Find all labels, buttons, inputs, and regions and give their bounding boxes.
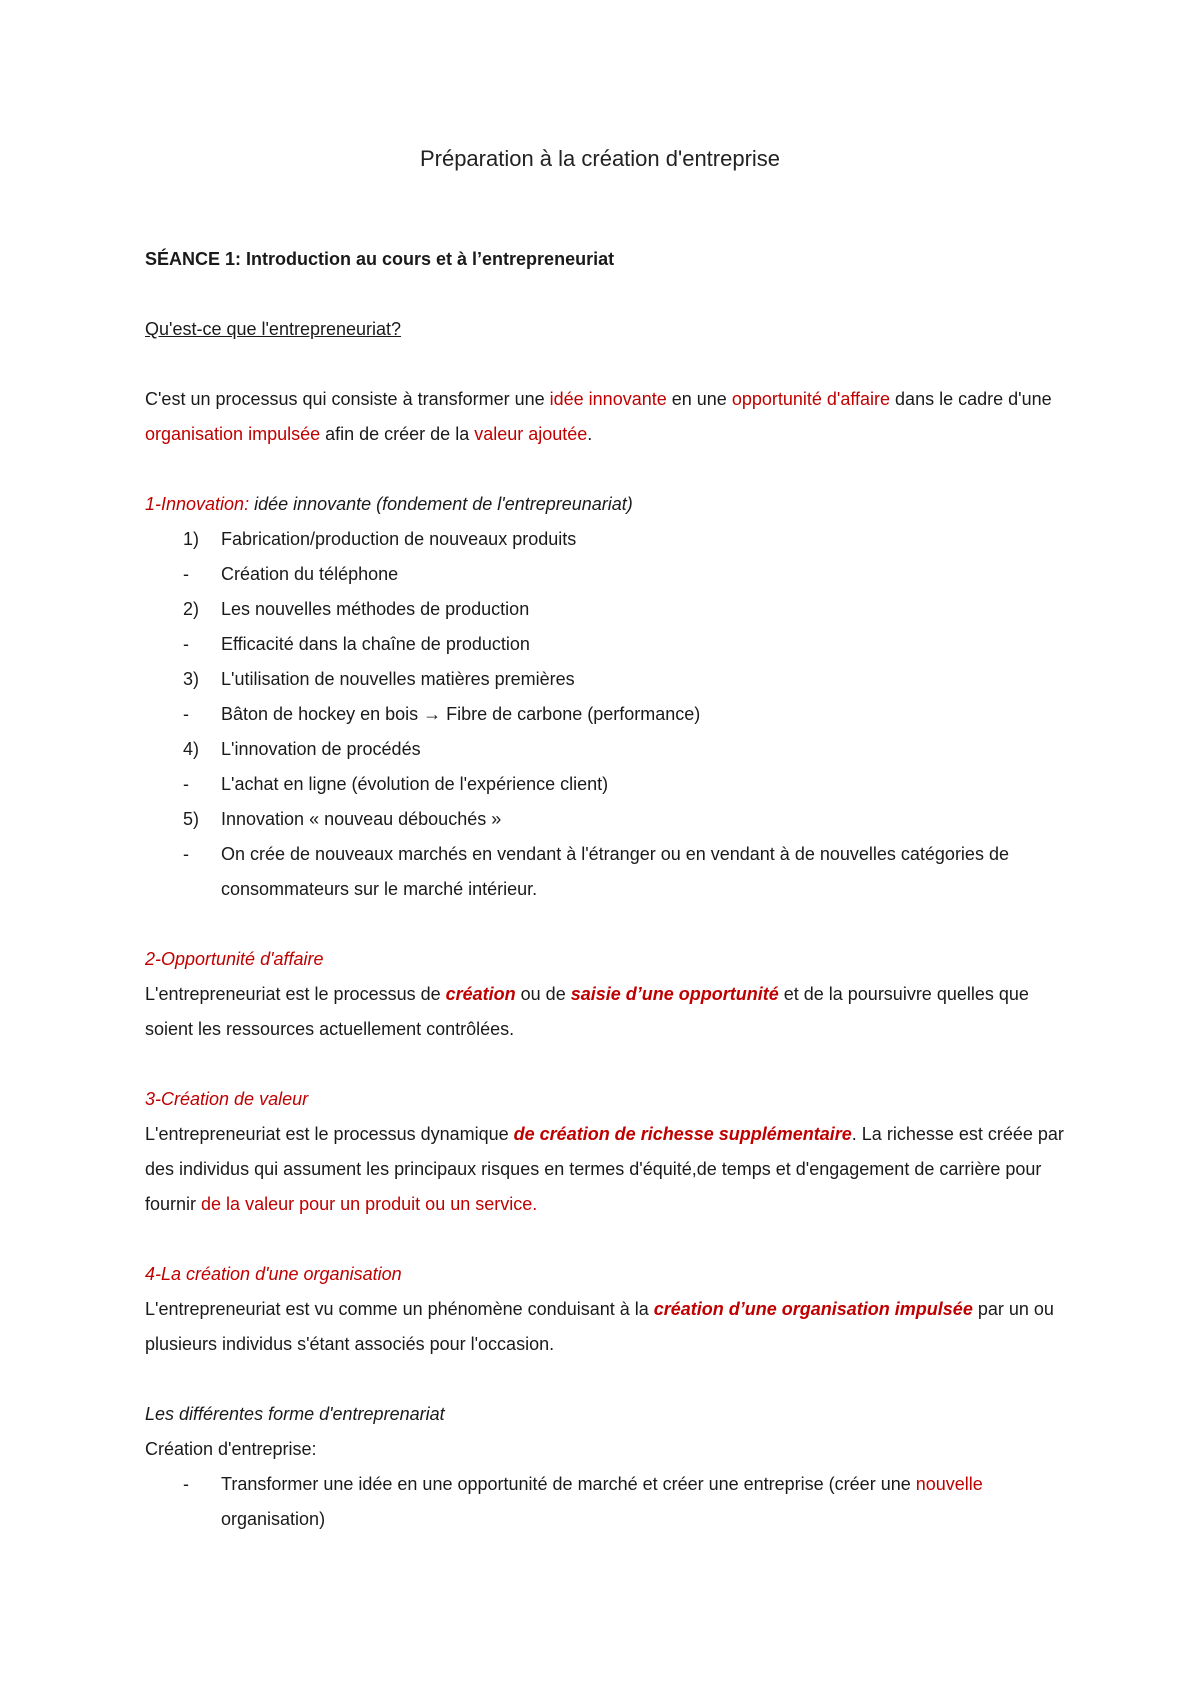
- section3-heading: 3-Création de valeur: [145, 1089, 309, 1109]
- list-item: 2) Les nouvelles méthodes de production: [183, 599, 530, 619]
- list-item: - Création du téléphone: [183, 564, 399, 584]
- document-body: [145, 242, 1065, 1537]
- list-item: 1) Fabrication/production de nouveaux produits: [183, 529, 577, 549]
- section2-paragraph: L'entrepreneuriat est le processus de création ou de saisie d’une opportunité et de la poursuivre quelles que soient les ressources actuellement contrôlées.: [145, 984, 1029, 1039]
- list-item: - Efficacité dans la chaîne de production: [183, 634, 530, 654]
- forms-heading: Les différentes forme d'entreprenariat: [145, 1404, 445, 1424]
- highlight-valeur: valeur ajoutée: [474, 424, 588, 444]
- document-title: Préparation à la création d'entreprise: [419, 146, 781, 171]
- question-heading: Qu'est-ce que l'entrepreneuriat?: [145, 319, 402, 339]
- list-item: - Transformer une idée en une opportunité de marché et créer une entreprise (créer une nouvelle organisation): [183, 1474, 983, 1529]
- section4-heading: 4-La création d'une organisation: [145, 1264, 402, 1284]
- list-item: - Bâton de hockey en bois → Fibre de carbone (performance): [183, 704, 701, 724]
- definition-paragraph: C'est un processus qui consiste à transformer une idée innovante en une opportunité d'affaire dans le cadre d'une organisation impulsée afin de créer de la valeur ajoutée.: [145, 389, 1052, 444]
- section2-heading: 2-Opportunité d'affaire: [145, 949, 324, 969]
- session-heading: SÉANCE 1: Introduction au cours et à l’entrepreneuriat: [145, 249, 615, 269]
- highlight-opportunite: opportunité d'affaire: [731, 389, 891, 409]
- section1-heading: 1-Innovation: idée innovante (fondement de l'entrepreunariat): [145, 494, 633, 514]
- list-item: 4) L'innovation de procédés: [183, 739, 421, 759]
- list-item: 5) Innovation « nouveau débouchés »: [183, 809, 502, 829]
- section3-paragraph: L'entrepreneuriat est le processus dynamique de création de richesse supplémentaire. La richesse est créée par des individus qui assument les principaux risques en termes d'équité,de temps et d'engagement de carrière pour fournir de la valeur pour un produit ou un service.: [145, 1124, 1064, 1214]
- highlight-idee-innovante: idée innovante: [549, 389, 667, 409]
- section4-paragraph: L'entrepreneuriat est vu comme un phénomène conduisant à la création d’une organisation impulsée par un ou plusieurs individus s'étant associés pour l'occasion.: [145, 1299, 1054, 1354]
- list-item: - L'achat en ligne (évolution de l'expérience client): [183, 774, 609, 794]
- list-item: - On crée de nouveaux marchés en vendant à l'étranger ou en vendant à de nouvelles catégories de consommateurs sur le marché intérieur.: [183, 844, 1009, 899]
- list-item: 3) L'utilisation de nouvelles matières premières: [183, 669, 575, 689]
- forms-subheading: Création d'entreprise:: [145, 1439, 317, 1459]
- highlight-organisation: organisation impulsée: [145, 424, 321, 444]
